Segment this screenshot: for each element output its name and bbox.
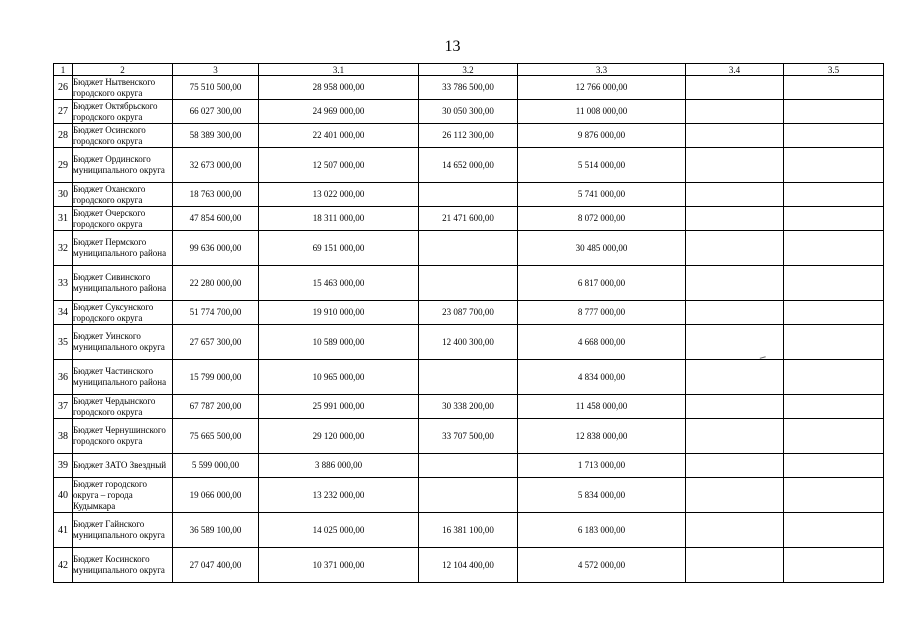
amount-total-cell: 58 389 300,00 — [173, 124, 259, 148]
row-number-cell: 32 — [54, 231, 73, 266]
table-row — [54, 395, 884, 419]
table-row — [54, 76, 884, 100]
budget-name-cell: Бюджет ЗАТО Звездный — [73, 454, 173, 478]
amount-3-1-cell: 15 463 000,00 — [259, 266, 419, 301]
row-number-cell: 28 — [54, 124, 73, 148]
table-row — [54, 419, 884, 454]
amount-3-5-cell — [784, 513, 884, 548]
amount-3-4-cell — [686, 513, 784, 548]
amount-total-cell: 75 665 500,00 — [173, 419, 259, 454]
amount-3-5-cell — [784, 478, 884, 513]
header-cell: 3 — [173, 64, 259, 76]
amount-3-3-cell: 9 876 000,00 — [518, 124, 686, 148]
amount-3-4-cell — [686, 395, 784, 419]
amount-3-4-cell — [686, 76, 784, 100]
page-number: 13 — [444, 38, 461, 55]
amount-3-4-cell — [686, 301, 784, 325]
amount-3-4-cell — [686, 419, 784, 454]
row-number-cell: 27 — [54, 100, 73, 124]
amount-3-4-cell — [686, 100, 784, 124]
budget-name-cell: Бюджет Октябрьского городского округа — [73, 100, 173, 124]
table-row — [54, 124, 884, 148]
amount-3-3-cell: 6 183 000,00 — [518, 513, 686, 548]
amount-3-4-cell — [686, 266, 784, 301]
amount-3-5-cell — [784, 124, 884, 148]
amount-3-3-cell: 4 572 000,00 — [518, 548, 686, 583]
amount-3-4-cell — [686, 183, 784, 207]
header-cell: 3.2 — [419, 64, 518, 76]
amount-3-1-cell: 25 991 000,00 — [259, 395, 419, 419]
amount-3-3-cell: 5 741 000,00 — [518, 183, 686, 207]
amount-3-3-cell: 12 838 000,00 — [518, 419, 686, 454]
amount-3-2-cell: 14 652 000,00 — [419, 148, 518, 183]
amount-3-5-cell — [784, 419, 884, 454]
header-cell: 1 — [54, 64, 73, 76]
amount-3-2-cell: 12 400 300,00 — [419, 325, 518, 360]
amount-3-5-cell — [784, 100, 884, 124]
amount-3-3-cell: 8 072 000,00 — [518, 207, 686, 231]
table-row — [54, 207, 884, 231]
amount-3-5-cell — [784, 454, 884, 478]
amount-3-1-cell: 29 120 000,00 — [259, 419, 419, 454]
row-number-cell: 34 — [54, 301, 73, 325]
budget-name-cell: Бюджет Ординского муниципального округа — [73, 148, 173, 183]
amount-3-2-cell: 16 381 100,00 — [419, 513, 518, 548]
amount-total-cell: 15 799 000,00 — [173, 360, 259, 395]
table-row — [54, 478, 884, 513]
amount-3-3-cell: 1 713 000,00 — [518, 454, 686, 478]
amount-3-5-cell — [784, 301, 884, 325]
amount-total-cell: 32 673 000,00 — [173, 148, 259, 183]
amount-total-cell: 66 027 300,00 — [173, 100, 259, 124]
amount-3-2-cell — [419, 183, 518, 207]
budget-name-cell: Бюджет Чердынского городского округа — [73, 395, 173, 419]
budget-name-cell: Бюджет Очерского городского округа — [73, 207, 173, 231]
amount-total-cell: 5 599 000,00 — [173, 454, 259, 478]
table-row — [54, 183, 884, 207]
amount-3-4-cell — [686, 124, 784, 148]
amount-total-cell: 67 787 200,00 — [173, 395, 259, 419]
amount-3-2-cell — [419, 266, 518, 301]
budget-table — [53, 63, 884, 583]
row-number-cell: 41 — [54, 513, 73, 548]
amount-3-5-cell — [784, 207, 884, 231]
amount-3-2-cell: 30 338 200,00 — [419, 395, 518, 419]
amount-3-4-cell — [686, 148, 784, 183]
amount-total-cell: 75 510 500,00 — [173, 76, 259, 100]
amount-3-1-cell: 69 151 000,00 — [259, 231, 419, 266]
amount-3-1-cell: 18 311 000,00 — [259, 207, 419, 231]
amount-3-4-cell — [686, 325, 784, 360]
amount-3-4-cell — [686, 454, 784, 478]
amount-3-2-cell — [419, 231, 518, 266]
header-cell: 3.3 — [518, 64, 686, 76]
amount-total-cell: 47 854 600,00 — [173, 207, 259, 231]
row-number-cell: 35 — [54, 325, 73, 360]
amount-3-1-cell: 13 232 000,00 — [259, 478, 419, 513]
row-number-cell: 36 — [54, 360, 73, 395]
row-number-cell: 26 — [54, 76, 73, 100]
budget-name-cell: Бюджет городского округа – города Кудымкара — [73, 478, 173, 513]
amount-3-1-cell: 13 022 000,00 — [259, 183, 419, 207]
amount-3-2-cell — [419, 360, 518, 395]
amount-3-3-cell: 12 766 000,00 — [518, 76, 686, 100]
budget-name-cell: Бюджет Косинского муниципального округа — [73, 548, 173, 583]
table-row — [54, 266, 884, 301]
amount-3-4-cell — [686, 360, 784, 395]
amount-total-cell: 36 589 100,00 — [173, 513, 259, 548]
budget-name-cell: Бюджет Гайнского муниципального округа — [73, 513, 173, 548]
amount-3-1-cell: 19 910 000,00 — [259, 301, 419, 325]
amount-3-2-cell — [419, 478, 518, 513]
amount-3-1-cell: 12 507 000,00 — [259, 148, 419, 183]
amount-3-2-cell: 26 112 300,00 — [419, 124, 518, 148]
budget-name-cell: Бюджет Частинского муниципального района — [73, 360, 173, 395]
table-row — [54, 513, 884, 548]
amount-3-4-cell — [686, 478, 784, 513]
amount-3-1-cell: 14 025 000,00 — [259, 513, 419, 548]
amount-total-cell: 22 280 000,00 — [173, 266, 259, 301]
budget-name-cell: Бюджет Суксунского городского округа — [73, 301, 173, 325]
row-number-cell: 31 — [54, 207, 73, 231]
amount-3-5-cell — [784, 183, 884, 207]
amount-3-1-cell: 22 401 000,00 — [259, 124, 419, 148]
table-row — [54, 301, 884, 325]
amount-3-2-cell: 23 087 700,00 — [419, 301, 518, 325]
header-cell: 3.1 — [259, 64, 419, 76]
amount-3-5-cell — [784, 266, 884, 301]
amount-3-1-cell: 24 969 000,00 — [259, 100, 419, 124]
budget-name-cell: Бюджет Уинского муниципального округа — [73, 325, 173, 360]
amount-3-4-cell — [686, 231, 784, 266]
amount-3-5-cell — [784, 148, 884, 183]
budget-name-cell: Бюджет Пермского муниципального района — [73, 231, 173, 266]
table-row — [54, 100, 884, 124]
budget-name-cell: Бюджет Чернушинского городского округа — [73, 419, 173, 454]
amount-3-2-cell: 12 104 400,00 — [419, 548, 518, 583]
amount-total-cell: 18 763 000,00 — [173, 183, 259, 207]
budget-name-cell: Бюджет Оханского городского округа — [73, 183, 173, 207]
amount-3-5-cell — [784, 325, 884, 360]
row-number-cell: 29 — [54, 148, 73, 183]
amount-3-1-cell: 10 965 000,00 — [259, 360, 419, 395]
amount-3-2-cell: 33 707 500,00 — [419, 419, 518, 454]
row-number-cell: 37 — [54, 395, 73, 419]
row-number-cell: 39 — [54, 454, 73, 478]
budget-name-cell: Бюджет Нытвенского городского округа — [73, 76, 173, 100]
table-row — [54, 454, 884, 478]
amount-3-5-cell — [784, 360, 884, 395]
amount-3-3-cell: 4 834 000,00 — [518, 360, 686, 395]
budget-name-cell: Бюджет Осинского городского округа — [73, 124, 173, 148]
amount-total-cell: 27 047 400,00 — [173, 548, 259, 583]
amount-3-3-cell: 5 834 000,00 — [518, 478, 686, 513]
amount-3-5-cell — [784, 395, 884, 419]
amount-3-3-cell: 30 485 000,00 — [518, 231, 686, 266]
table-row — [54, 231, 884, 266]
amount-3-1-cell: 28 958 000,00 — [259, 76, 419, 100]
amount-3-2-cell: 33 786 500,00 — [419, 76, 518, 100]
amount-3-1-cell: 3 886 000,00 — [259, 454, 419, 478]
amount-3-2-cell — [419, 454, 518, 478]
amount-3-3-cell: 6 817 000,00 — [518, 266, 686, 301]
amount-3-3-cell: 11 458 000,00 — [518, 395, 686, 419]
row-number-cell: 40 — [54, 478, 73, 513]
table-row — [54, 548, 884, 583]
amount-3-1-cell: 10 589 000,00 — [259, 325, 419, 360]
row-number-cell: 33 — [54, 266, 73, 301]
row-number-cell: 42 — [54, 548, 73, 583]
amount-3-5-cell — [784, 548, 884, 583]
row-number-cell: 38 — [54, 419, 73, 454]
header-cell: 3.4 — [686, 64, 784, 76]
amount-3-4-cell — [686, 548, 784, 583]
table-row — [54, 360, 884, 395]
amount-total-cell: 51 774 700,00 — [173, 301, 259, 325]
amount-total-cell: 27 657 300,00 — [173, 325, 259, 360]
header-row — [54, 64, 884, 76]
amount-3-3-cell: 5 514 000,00 — [518, 148, 686, 183]
header-cell: 3.5 — [784, 64, 884, 76]
amount-3-4-cell — [686, 207, 784, 231]
budget-name-cell: Бюджет Сивинского муниципального района — [73, 266, 173, 301]
header-cell: 2 — [73, 64, 173, 76]
amount-3-3-cell: 11 008 000,00 — [518, 100, 686, 124]
amount-3-5-cell — [784, 231, 884, 266]
amount-3-1-cell: 10 371 000,00 — [259, 548, 419, 583]
amount-3-3-cell: 8 777 000,00 — [518, 301, 686, 325]
amount-total-cell: 19 066 000,00 — [173, 478, 259, 513]
amount-3-2-cell: 30 050 300,00 — [419, 100, 518, 124]
table-row — [54, 325, 884, 360]
amount-3-3-cell: 4 668 000,00 — [518, 325, 686, 360]
amount-3-2-cell: 21 471 600,00 — [419, 207, 518, 231]
row-number-cell: 30 — [54, 183, 73, 207]
table-row — [54, 148, 884, 183]
amount-total-cell: 99 636 000,00 — [173, 231, 259, 266]
amount-3-5-cell — [784, 76, 884, 100]
